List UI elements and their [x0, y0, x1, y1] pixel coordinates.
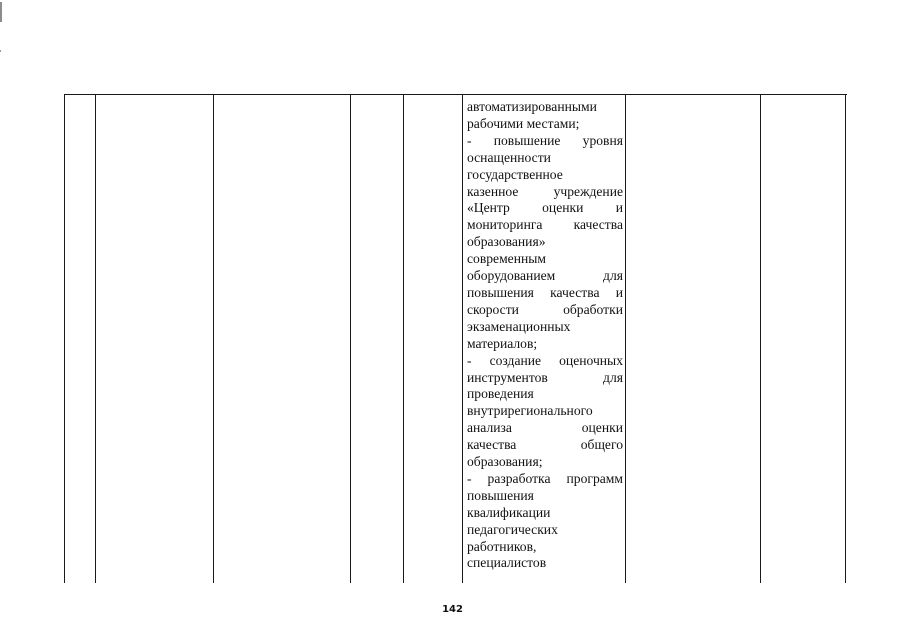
- cell-text-line: мониторинга качества: [467, 217, 623, 233]
- cell-text-line: образования»: [467, 234, 546, 250]
- table-column-divider: [625, 95, 626, 583]
- cell-text-line: современным: [467, 251, 547, 267]
- cell-text-line: повышения: [467, 487, 534, 503]
- table-column-divider: [462, 95, 463, 583]
- page-number: 142: [442, 604, 463, 615]
- cell-text-line: инструментов для: [467, 369, 623, 385]
- cell-text-line: анализа оценки: [467, 420, 623, 436]
- cell-text-line: качества общего: [467, 437, 623, 453]
- cell-text-line: казенное учреждение: [467, 183, 623, 199]
- table-column-divider: [95, 95, 96, 583]
- scan-edge-mark: [0, 2, 2, 22]
- table-column-divider: [760, 95, 761, 583]
- cell-text-line: рабочими местами;: [467, 115, 580, 131]
- cell-text-line: скорости обработки: [467, 301, 623, 317]
- cell-text-line: педагогических: [467, 521, 558, 537]
- scan-speck: [0, 50, 1, 52]
- cell-text-line: государственное: [467, 166, 563, 182]
- cell-text-line: повышения качества и: [467, 284, 623, 300]
- cell-text-line: работников,: [467, 538, 537, 554]
- table-cell-text: [467, 99, 623, 572]
- cell-text-line: квалификации: [467, 504, 551, 520]
- cell-text-line: «Центр оценки и: [467, 200, 623, 216]
- table-column-divider: [403, 95, 404, 583]
- cell-text-line: - разработка программ: [467, 470, 623, 486]
- table-border-left: [64, 95, 65, 583]
- cell-text-line: специалистов: [467, 555, 547, 571]
- cell-text-line: автоматизированными: [467, 99, 597, 114]
- document-table: [64, 94, 847, 583]
- cell-text-line: экзаменационных: [467, 318, 571, 334]
- table-column-divider: [350, 95, 351, 583]
- table-column-divider: [213, 95, 214, 583]
- cell-text-line: оснащенности: [467, 149, 551, 165]
- cell-text-line: - создание оценочных: [467, 352, 623, 368]
- cell-text-line: внутрирегионального: [467, 403, 593, 419]
- cell-text-line: материалов;: [467, 335, 538, 351]
- cell-text-line: образования;: [467, 454, 543, 470]
- cell-text-line: - повышение уровня: [467, 132, 623, 148]
- cell-text-line: оборудованием для: [467, 268, 623, 284]
- table-border-right: [845, 95, 846, 583]
- cell-text-line: проведения: [467, 386, 534, 402]
